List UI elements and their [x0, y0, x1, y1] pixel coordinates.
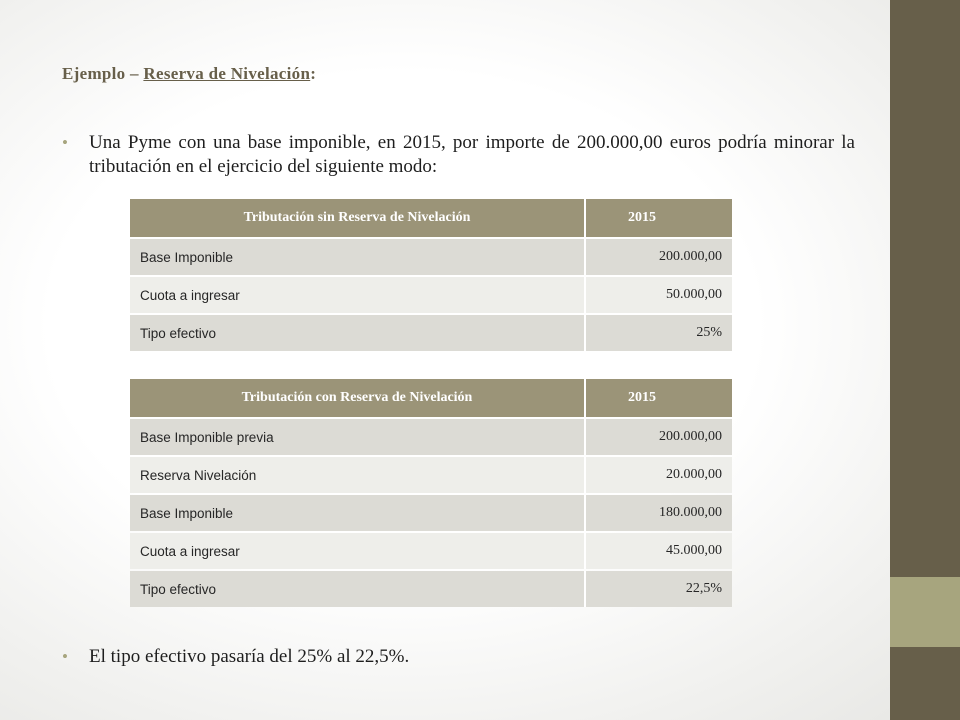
bullet-icon: •	[62, 133, 68, 152]
table-with-reserve	[130, 377, 732, 609]
row-label: Base Imponible	[130, 495, 586, 531]
heading-prefix: Ejemplo –	[62, 64, 144, 83]
table-row	[130, 495, 732, 531]
sidebar-accent-block	[890, 577, 960, 647]
row-label: Base Imponible	[130, 239, 586, 275]
table-row	[130, 277, 732, 313]
row-label: Base Imponible previa	[130, 419, 586, 455]
row-label: Cuota a ingresar	[130, 277, 586, 313]
row-value: 25%	[586, 315, 732, 351]
bullet-intro-text: Una Pyme con una base imponible, en 2015, por importe de 200.000,00 euros podría minorar la tributación en el ejercicio del siguiente modo:	[89, 132, 855, 177]
row-label: Reserva Nivelación	[130, 457, 586, 493]
table-row	[130, 533, 732, 569]
row-label: Tipo efectivo	[130, 571, 586, 607]
table-row	[130, 315, 732, 351]
bullet-conclusion	[62, 645, 789, 669]
table-header-year: 2015	[586, 379, 732, 417]
row-value: 20.000,00	[586, 457, 732, 493]
row-label: Cuota a ingresar	[130, 533, 586, 569]
row-value: 200.000,00	[586, 239, 732, 275]
table-header-concept: Tributación con Reserva de Nivelación	[130, 379, 586, 417]
table-header-concept: Tributación sin Reserva de Nivelación	[130, 199, 586, 237]
heading-suffix: :	[310, 64, 317, 83]
slide-heading	[62, 64, 316, 84]
row-value: 22,5%	[586, 571, 732, 607]
row-value: 180.000,00	[586, 495, 732, 531]
table-row	[130, 457, 732, 493]
table-header-row	[130, 379, 732, 417]
bullet-icon: •	[62, 647, 68, 666]
table-header-row	[130, 199, 732, 237]
bullet-conclusion-text: El tipo efectivo pasaría del 25% al 22,5%.	[89, 646, 410, 667]
table-row	[130, 239, 732, 275]
heading-link[interactable]: Reserva de Nivelación	[143, 64, 311, 83]
row-value: 45.000,00	[586, 533, 732, 569]
table-header-year: 2015	[586, 199, 732, 237]
table-without-reserve	[130, 197, 732, 353]
row-value: 50.000,00	[586, 277, 732, 313]
bullet-intro	[62, 131, 855, 179]
table-row	[130, 419, 732, 455]
row-label: Tipo efectivo	[130, 315, 586, 351]
table-row	[130, 571, 732, 607]
row-value: 200.000,00	[586, 419, 732, 455]
